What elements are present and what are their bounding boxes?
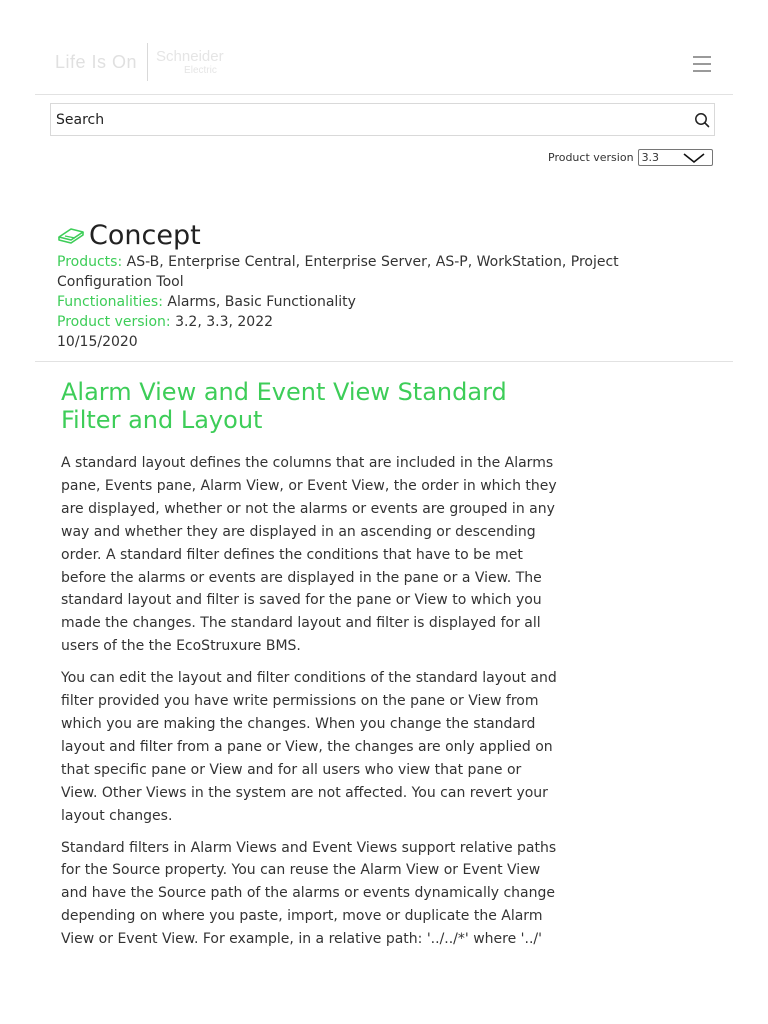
concept-document-icon	[57, 224, 85, 246]
hamburger-menu-icon[interactable]	[693, 56, 713, 72]
article-paragraph: Standard filters in Alarm Views and Event Views support relative paths for the Source property. You can reuse the Alarm View or Event View and have the Source path of the alarms or events dynamically change depending on where you paste, import, move or duplicate the Alarm View or Event View. For example, in a relative path: '../../*' where '../'	[61, 839, 557, 948]
publish-date: 10/15/2020	[57, 334, 138, 350]
search-input[interactable]	[56, 104, 676, 135]
product-version-dropdown[interactable]	[638, 149, 713, 166]
functionalities-row	[57, 292, 697, 312]
logo-wordmark-line2: Electric	[184, 65, 217, 76]
versions-row	[57, 312, 697, 332]
search-bar	[50, 103, 715, 136]
functionalities-key: Functionalities:	[57, 294, 163, 310]
article-paragraph: You can edit the layout and filter conditions of the standard layout and filter provided you have write permissions on the pane or View from which you are making the changes. When you change the standard layout and filter from a pane or View, the changes are only applied on that specific pane or View and for all users who view that pane or View. Other Views in the system are not affected. You can revert your layout changes.	[61, 670, 557, 824]
products-row	[57, 252, 697, 292]
article-title: Alarm View and Event View Standard Filter and Layout	[61, 378, 507, 434]
chevron-down-icon	[682, 152, 706, 164]
versions-key: Product version:	[57, 314, 171, 330]
product-version-selector	[548, 148, 713, 167]
product-version-label: Product version	[548, 151, 634, 164]
article-paragraph: A standard layout defines the columns that are included in the Alarms pane, Events pane, Alarm View, or Event View, the order in which they are displayed, whether or not the alarms or events are grouped in any way and whether they are displayed in an ascending or descending order. A standard filter defines the conditions that have to be met before the alarms or events are displayed in the pane or a View. The standard layout and filter is saved for the pane or View to which you made the changes. The standard layout and filter is displayed for all users of the the EcoStruxure BMS.	[61, 455, 557, 655]
products-key: Products:	[57, 254, 123, 270]
brand-logo[interactable]	[55, 42, 245, 82]
site-header	[35, 0, 733, 95]
topic-metadata	[57, 218, 697, 352]
versions-value: 3.2, 3.3, 2022	[175, 314, 274, 330]
products-value: AS-B, Enterprise Central, Enterprise Server, AS-P, WorkStation, Project Configuration Tool	[57, 254, 619, 290]
functionalities-value: Alarms, Basic Functionality	[167, 294, 356, 310]
article-body	[61, 378, 561, 960]
logo-wordmark-line1: Schneider	[156, 48, 224, 65]
logo-wordmark	[148, 50, 224, 78]
logo-tagline: Life Is On	[55, 43, 148, 81]
topic-type-title: Concept	[89, 219, 201, 251]
product-version-value: 3.3	[641, 151, 660, 164]
divider	[35, 361, 733, 362]
search-icon[interactable]	[694, 112, 710, 128]
topic-type-heading	[57, 218, 697, 252]
